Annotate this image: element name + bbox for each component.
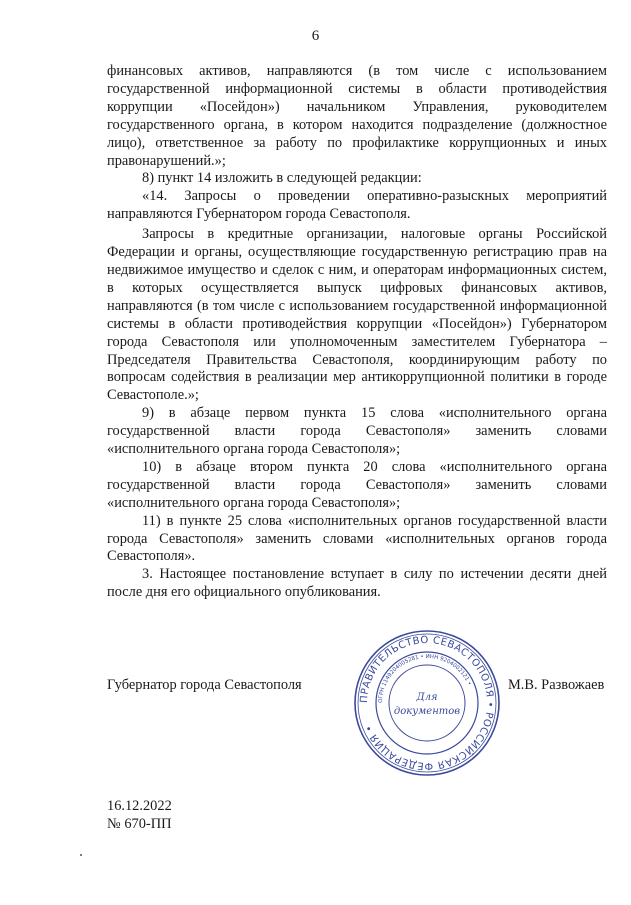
paragraph-continuation: финансовых активов, направляются (в том числе с использованием государственной информационной системы в области противодействия коррупции «Посейдон») начальником Управления, руководителем государственного органа, в котором находится подразделение (должностное лицо), ответственное за работу по профилактике коррупционных и иных правонарушений.»; [107, 63, 607, 169]
paragraph-item-10: 10) в абзаце втором пункта 20 слова «исполнительного органа государственной власти города Севастополя» заменить словами «исполнительного органа города Севастополя»; [107, 458, 607, 511]
document-body [107, 63, 607, 602]
paragraph-item-8: 8) пункт 14 изложить в следующей редакции: [142, 170, 422, 187]
scan-speck [80, 854, 82, 856]
signatory-name: М.В. Развожаев [508, 677, 605, 693]
official-seal-icon [352, 628, 502, 778]
seal-center-line2: документов [393, 706, 461, 717]
seal-inner-text: ОГРН 1149204005281 • ИНН 9204002121 • [377, 653, 473, 704]
paragraph-effective-date: 3. Настоящее постановление вступает в силу по истечении десяти дней после дня его официального опубликования. [107, 566, 607, 601]
document-number: № 670-ПП [107, 816, 172, 832]
page-number: 6 [311, 28, 320, 44]
signatory-position: Губернатор города Севастополя [107, 677, 302, 693]
paragraph-requests: Запросы в кредитные организации, налоговые органы Российской Федерации и органы, осуществляющие государственную регистрацию прав на недвижимое имущество и сделок с ним, и операторам информационных систем, в которых осуществляется выпуск цифровых финансовых активов, направляются (в том числе с использованием государственной информационной системы в области противодействия коррупции «Посейдон») Губернатором города Севастополя или уполномоченным заместителем Губернатора – Председателя Правительства Севастополя, координирующим работу по вопросам содействия в реализации мер антикоррупционной политики в городе Севастополе.»; [107, 226, 607, 404]
paragraph-item-11: 11) в пункте 25 слова «исполнительных органов государственной власти города Севастополя» заменить словами «исполнительных органов города Севастополя». [107, 512, 607, 565]
paragraph-item-9: 9) в абзаце первом пункта 15 слова «исполнительного органа государственной власти города Севастополя» заменить словами «исполнительного органа города Севастополя»; [107, 405, 607, 458]
document-date: 16.12.2022 [107, 798, 172, 814]
seal-outer-text: ПРАВИТЕЛЬСТВО СЕВАСТОПОЛЯ • РОССИЙСКАЯ ФЕДЕРАЦИЯ • [358, 634, 496, 772]
paragraph-clause-14: «14. Запросы о проведении оперативно-разыскных мероприятий направляются Губернатором города Севастополя. [107, 188, 607, 223]
seal-center-line1: Для [416, 692, 438, 703]
